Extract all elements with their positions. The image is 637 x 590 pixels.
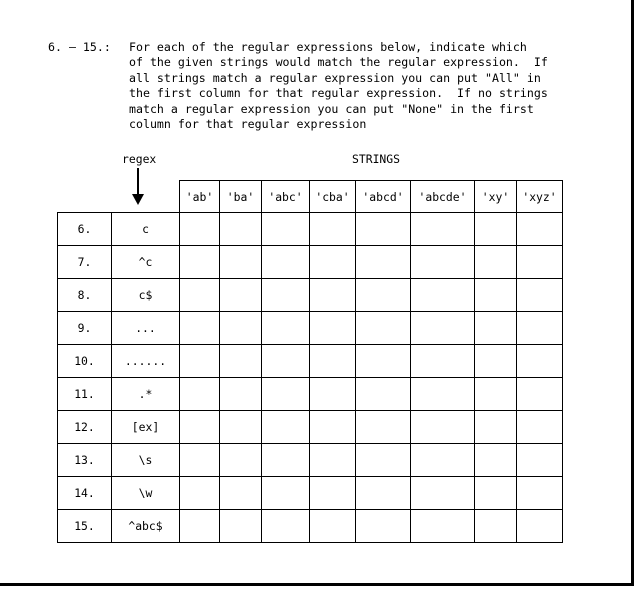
string-header: 'ab' — [180, 181, 220, 213]
answer-cell[interactable] — [475, 345, 517, 378]
row-number: 15. — [58, 510, 112, 543]
table-row — [58, 246, 563, 279]
answer-cell[interactable] — [220, 213, 262, 246]
answer-cell[interactable] — [262, 411, 310, 444]
answer-cell[interactable] — [220, 444, 262, 477]
answer-cell[interactable] — [356, 312, 411, 345]
regex-cell: ^c — [112, 246, 180, 279]
row-number: 14. — [58, 477, 112, 510]
table-row — [58, 510, 563, 543]
answer-cell[interactable] — [310, 510, 356, 543]
answer-cell[interactable] — [411, 411, 475, 444]
regex-cell: c — [112, 213, 180, 246]
answer-cell[interactable] — [411, 213, 475, 246]
row-number: 7. — [58, 246, 112, 279]
table-row — [58, 279, 563, 312]
answer-cell[interactable] — [356, 510, 411, 543]
answer-cell[interactable] — [475, 378, 517, 411]
regex-cell: ^abc$ — [112, 510, 180, 543]
answer-cell[interactable] — [475, 444, 517, 477]
blank-cell — [112, 181, 180, 213]
regex-cell: \s — [112, 444, 180, 477]
regex-label: regex — [122, 152, 157, 166]
answer-cell[interactable] — [517, 279, 563, 312]
string-header: 'ba' — [220, 181, 262, 213]
table-row — [58, 411, 563, 444]
table-row — [58, 477, 563, 510]
answer-cell[interactable] — [356, 345, 411, 378]
string-header: 'abcde' — [411, 181, 475, 213]
answer-cell[interactable] — [517, 378, 563, 411]
answer-cell[interactable] — [411, 510, 475, 543]
answer-cell[interactable] — [310, 444, 356, 477]
answer-cell[interactable] — [262, 246, 310, 279]
answer-cell[interactable] — [220, 246, 262, 279]
answer-cell[interactable] — [475, 477, 517, 510]
answer-cell[interactable] — [310, 477, 356, 510]
string-header: 'abcd' — [356, 181, 411, 213]
answer-cell[interactable] — [517, 213, 563, 246]
answer-cell[interactable] — [262, 510, 310, 543]
answer-cell[interactable] — [220, 411, 262, 444]
question-line: match a regular expression you can put "None" in the first — [129, 101, 534, 116]
answer-cell[interactable] — [411, 378, 475, 411]
answer-cell[interactable] — [180, 444, 220, 477]
answer-cell[interactable] — [517, 246, 563, 279]
question-line: the first column for that regular expression. If no strings — [129, 86, 548, 101]
answer-cell[interactable] — [356, 246, 411, 279]
regex-cell: ... — [112, 312, 180, 345]
answer-cell[interactable] — [411, 444, 475, 477]
table-row — [58, 345, 563, 378]
question-line: of the given strings would match the regular expression. If — [129, 55, 548, 70]
answer-cell[interactable] — [262, 444, 310, 477]
answer-cell[interactable] — [180, 510, 220, 543]
answer-cell[interactable] — [356, 279, 411, 312]
row-number: 13. — [58, 444, 112, 477]
string-header: 'xy' — [475, 181, 517, 213]
answer-cell[interactable] — [356, 213, 411, 246]
row-number: 12. — [58, 411, 112, 444]
answer-cell[interactable] — [180, 279, 220, 312]
regex-match-table — [57, 180, 563, 543]
question-line: all strings match a regular expression you can put "All" in — [129, 70, 541, 85]
answer-cell[interactable] — [262, 213, 310, 246]
answer-cell[interactable] — [180, 312, 220, 345]
question-number: 6. – 15.: — [48, 40, 111, 54]
answer-cell[interactable] — [180, 378, 220, 411]
answer-cell[interactable] — [517, 444, 563, 477]
answer-cell[interactable] — [411, 246, 475, 279]
blank-cell — [58, 181, 112, 213]
regex-cell: c$ — [112, 279, 180, 312]
string-header: 'xyz' — [517, 181, 563, 213]
answer-cell[interactable] — [310, 246, 356, 279]
regex-cell: [ex] — [112, 411, 180, 444]
string-header: 'cba' — [310, 181, 356, 213]
row-number: 10. — [58, 345, 112, 378]
answer-cell[interactable] — [517, 312, 563, 345]
answer-cell[interactable] — [475, 312, 517, 345]
question-text — [129, 40, 589, 132]
answer-cell[interactable] — [356, 411, 411, 444]
regex-cell: ...... — [112, 345, 180, 378]
table-row — [58, 444, 563, 477]
answer-cell[interactable] — [310, 213, 356, 246]
answer-cell[interactable] — [517, 345, 563, 378]
regex-cell: \w — [112, 477, 180, 510]
answer-cell[interactable] — [411, 477, 475, 510]
header-row — [58, 181, 563, 213]
answer-cell[interactable] — [517, 477, 563, 510]
answer-cell[interactable] — [475, 246, 517, 279]
answer-cell[interactable] — [262, 378, 310, 411]
table-row — [58, 312, 563, 345]
question-line: For each of the regular expressions below, indicate which — [129, 40, 527, 54]
answer-cell[interactable] — [310, 411, 356, 444]
answer-cell[interactable] — [180, 345, 220, 378]
answer-cell[interactable] — [180, 477, 220, 510]
row-number: 9. — [58, 312, 112, 345]
answer-cell[interactable] — [220, 378, 262, 411]
regex-cell: .* — [112, 378, 180, 411]
answer-cell[interactable] — [180, 213, 220, 246]
answer-cell[interactable] — [310, 378, 356, 411]
row-number: 6. — [58, 213, 112, 246]
answer-cell[interactable] — [220, 477, 262, 510]
answer-cell[interactable] — [475, 411, 517, 444]
row-number: 11. — [58, 378, 112, 411]
question-line: column for that regular expression — [129, 117, 367, 132]
answer-cell[interactable] — [517, 411, 563, 444]
answer-cell[interactable] — [356, 477, 411, 510]
answer-cell[interactable] — [220, 345, 262, 378]
answer-cell[interactable] — [356, 444, 411, 477]
answer-cell[interactable] — [262, 312, 310, 345]
strings-label: STRINGS — [352, 152, 401, 166]
answer-cell[interactable] — [310, 312, 356, 345]
answer-cell[interactable] — [411, 312, 475, 345]
answer-cell[interactable] — [220, 279, 262, 312]
table-row — [58, 213, 563, 246]
answer-cell[interactable] — [356, 378, 411, 411]
answer-cell[interactable] — [180, 411, 220, 444]
answer-cell[interactable] — [411, 279, 475, 312]
answer-cell[interactable] — [411, 345, 475, 378]
answer-cell[interactable] — [475, 510, 517, 543]
answer-cell[interactable] — [262, 345, 310, 378]
table-row — [58, 378, 563, 411]
answer-cell[interactable] — [310, 279, 356, 312]
answer-cell[interactable] — [475, 279, 517, 312]
answer-cell[interactable] — [517, 510, 563, 543]
answer-cell[interactable] — [475, 213, 517, 246]
row-number: 8. — [58, 279, 112, 312]
string-header: 'abc' — [262, 181, 310, 213]
answer-cell[interactable] — [262, 477, 310, 510]
answer-cell[interactable] — [310, 345, 356, 378]
answer-cell[interactable] — [220, 510, 262, 543]
answer-cell[interactable] — [180, 246, 220, 279]
answer-cell[interactable] — [220, 312, 262, 345]
answer-cell[interactable] — [262, 279, 310, 312]
